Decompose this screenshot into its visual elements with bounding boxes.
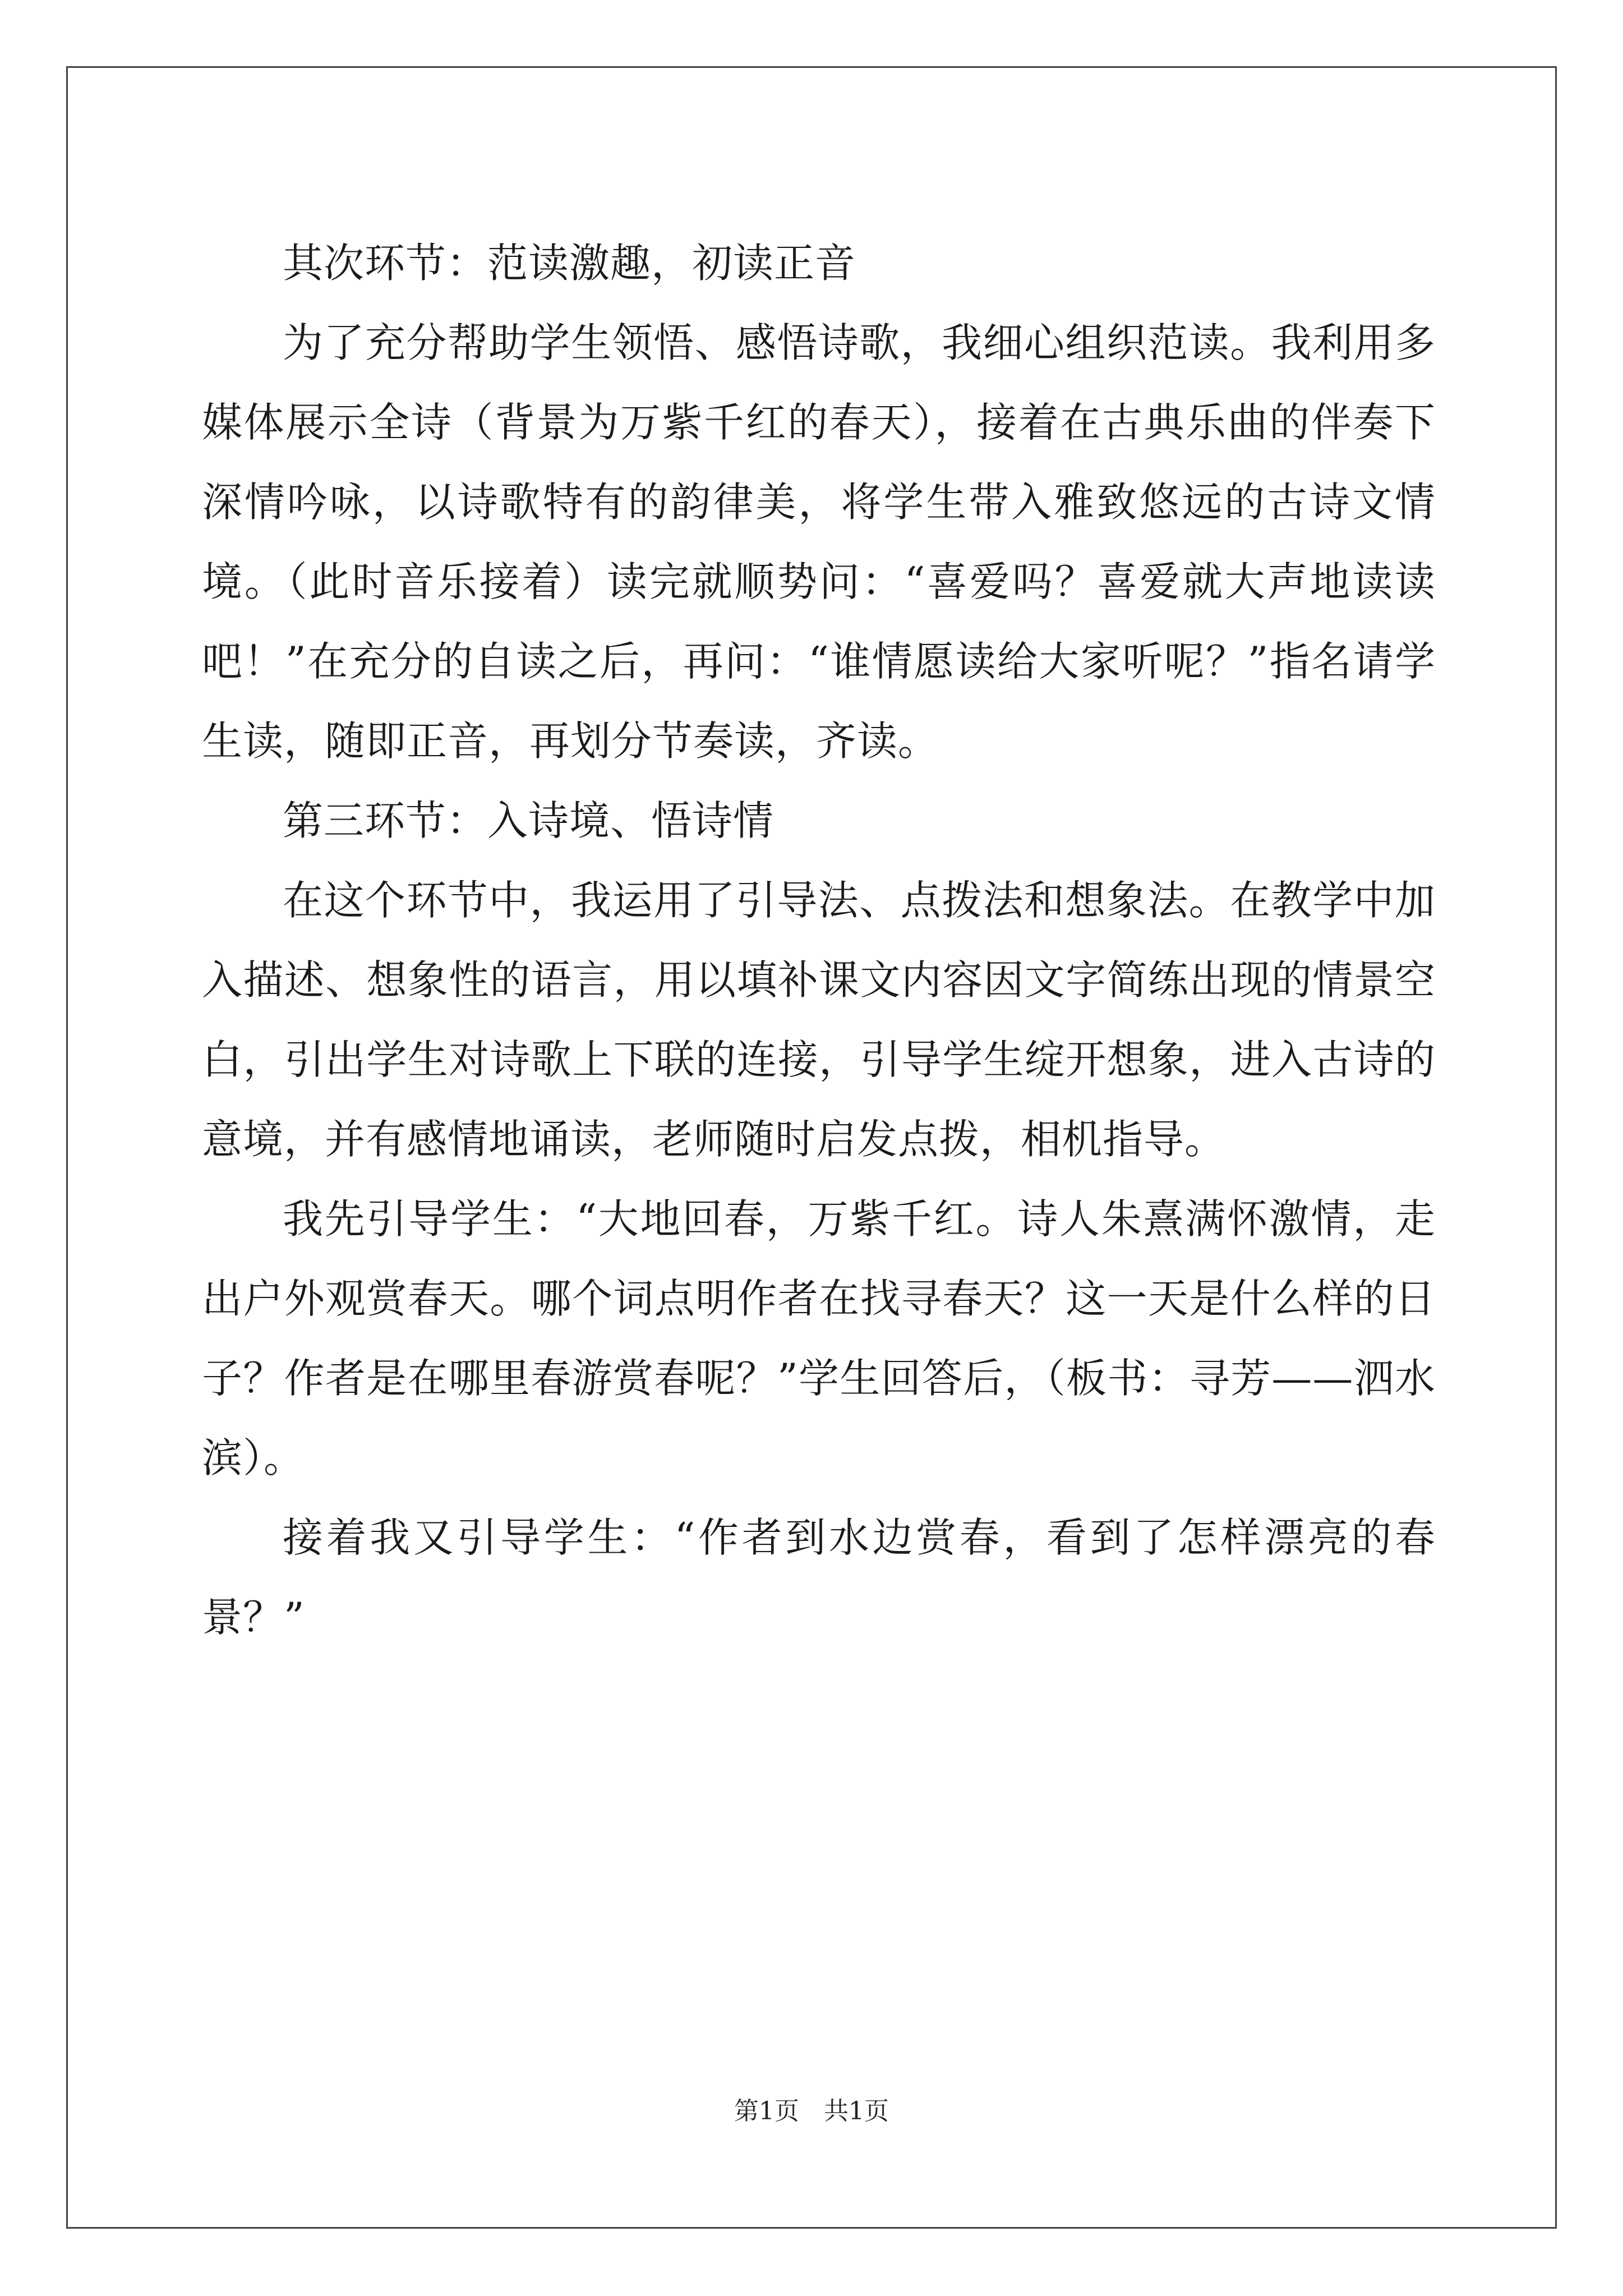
body-paragraph: 为了充分帮助学生领悟、感悟诗歌，我细心组织范读。我利用多媒体展示全诗（背景为万紫千红的春天），接着在古典乐曲的伴奏下深情吟咏，以诗歌特有的韵律美，将学生带入雅致悠远的古诗文情境。（此时音乐接着）读完就顺势问：“喜爱吗？喜爱就大声地读读吧！”在充分的自读之后，再问：“谁情愿读给大家听呢？”指名请学生读，随即正音，再划分节奏读，齐读。 [202,319,1436,765]
body-paragraph: 接着我又引导学生：“作者到水边赏春，看到了怎样漂亮的春景？” [202,1514,1436,1641]
section-heading-3: 第三环节：入诗境、悟诗情 [283,797,774,844]
page-total: 共1页 [824,2097,889,2125]
page-number: 第1页 [734,2097,799,2125]
document-body [202,223,1436,1657]
body-paragraph: 在这个环节中，我运用了引导法、点拨法和想象法。在教学中加入描述、想象性的语言，用以填补课文内容因文字简练出现的情景空白，引出学生对诗歌上下联的连接，引导学生绽开想象，进入古诗的意境，并有感情地诵读，老师随时启发点拨，相机指导。 [202,877,1436,1163]
body-paragraph: 我先引导学生：“大地回春，万紫千红。诗人朱熹满怀激情，走出户外观赏春天。哪个词点明作者在找寻春天？这一天是什么样的日子？作者是在哪里春游赏春呢？”学生回答后，（板书：寻芳——泗水滨）。 [202,1195,1436,1481]
page-footer [0,2095,1623,2128]
section-heading-2: 其次环节：范读激趣，初读正音 [283,240,856,287]
